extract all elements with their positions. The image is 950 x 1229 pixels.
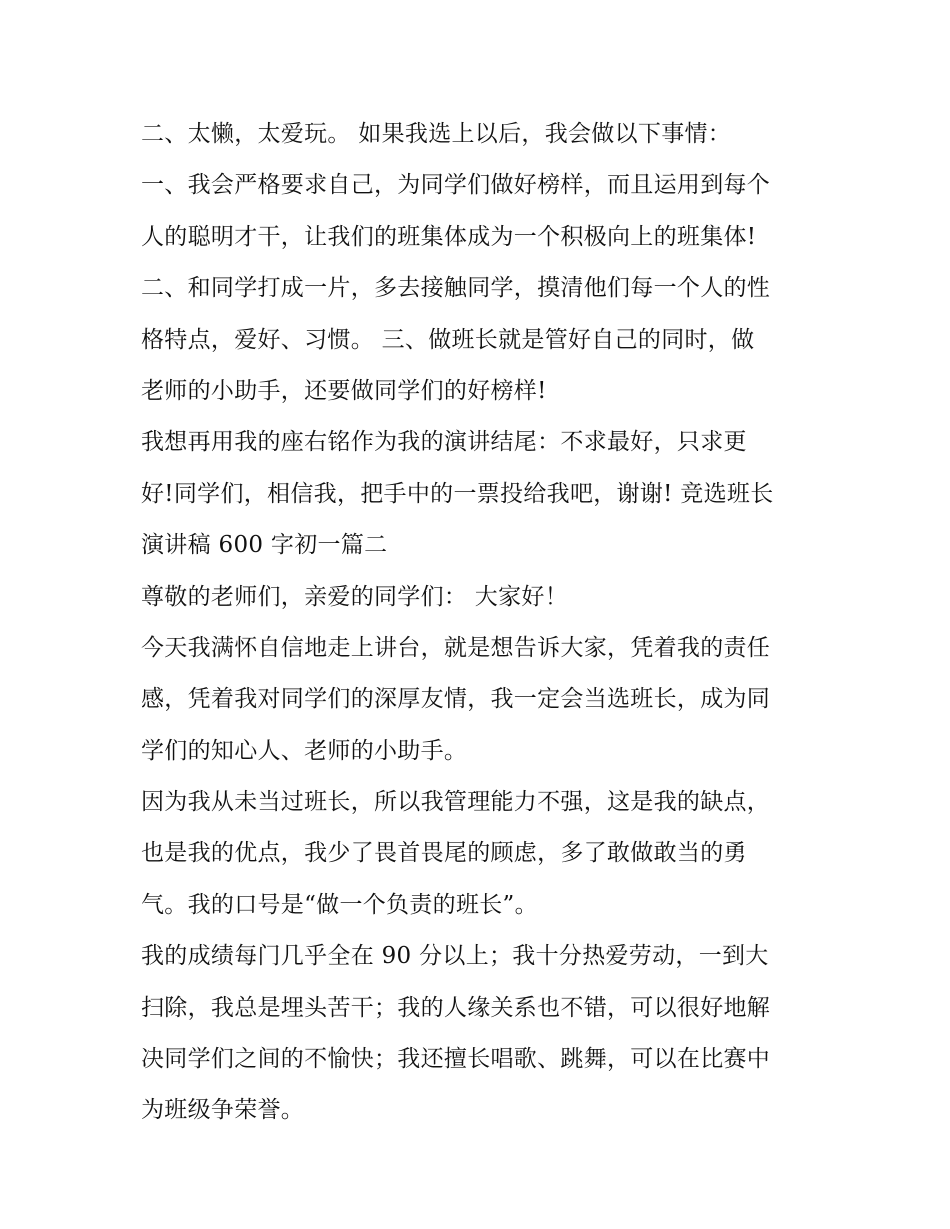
text-line: 扫除，我总是埋头苦干；我的人缘关系也不错，可以很好地解: [141, 994, 771, 1021]
text-line: 也是我的优点，我少了畏首畏尾的顾虑，多了敢做敢当的勇: [141, 840, 747, 867]
text-line: 一、我会严格要求自己，为同学们做好榜样，而且运用到每个: [141, 172, 771, 199]
text-line: 为班级争荣誉。: [141, 1097, 305, 1124]
text-line: 老师的小助手，还要做同学们的好榜样!: [141, 377, 547, 404]
body-text: [141, 109, 821, 1137]
text-line: 尊敬的老师们，亲爱的同学们： 大家好！: [141, 583, 569, 610]
text-line: 今天我满怀自信地走上讲台，就是想告诉大家，凭着我的责任: [141, 634, 771, 661]
text-line: 演讲稿 600 字初一篇二: [141, 532, 388, 559]
text-line: 决同学们之间的不愉快；我还擅长唱歌、跳舞，可以在比赛中: [141, 1046, 771, 1073]
text-line: 气。我的口号是“做一个负责的班长”。: [141, 891, 538, 918]
text-line: 我想再用我的座右铭作为我的演讲结尾：不求最好，只求更: [141, 429, 747, 456]
text-line: 人的聪明才干，让我们的班集体成为一个积极向上的班集体!: [141, 223, 757, 250]
text-line: 好!同学们，相信我，把手中的一票投给我吧，谢谢! 竞选班长: [141, 480, 774, 507]
text-line: 二、太懒，太爱玩。 如果我选上以后，我会做以下事情：: [141, 121, 732, 147]
text-line: 格特点，爱好、习惯。 三、做班长就是管好自己的同时，做: [141, 326, 755, 353]
text-line: 学们的知心人、老师的小助手。: [141, 737, 468, 764]
text-line: 感，凭着我对同学们的深厚友情，我一定会当选班长，成为同: [141, 686, 771, 713]
text-line: 二、和同学打成一片，多去接触同学，摸清他们每一个人的性: [141, 275, 771, 302]
text-line: 因为我从未当过班长，所以我管理能力不强，这是我的缺点，: [141, 789, 771, 816]
text-line: 我的成绩每门几乎全在 90 分以上；我十分热爱劳动，一到大: [141, 943, 769, 970]
